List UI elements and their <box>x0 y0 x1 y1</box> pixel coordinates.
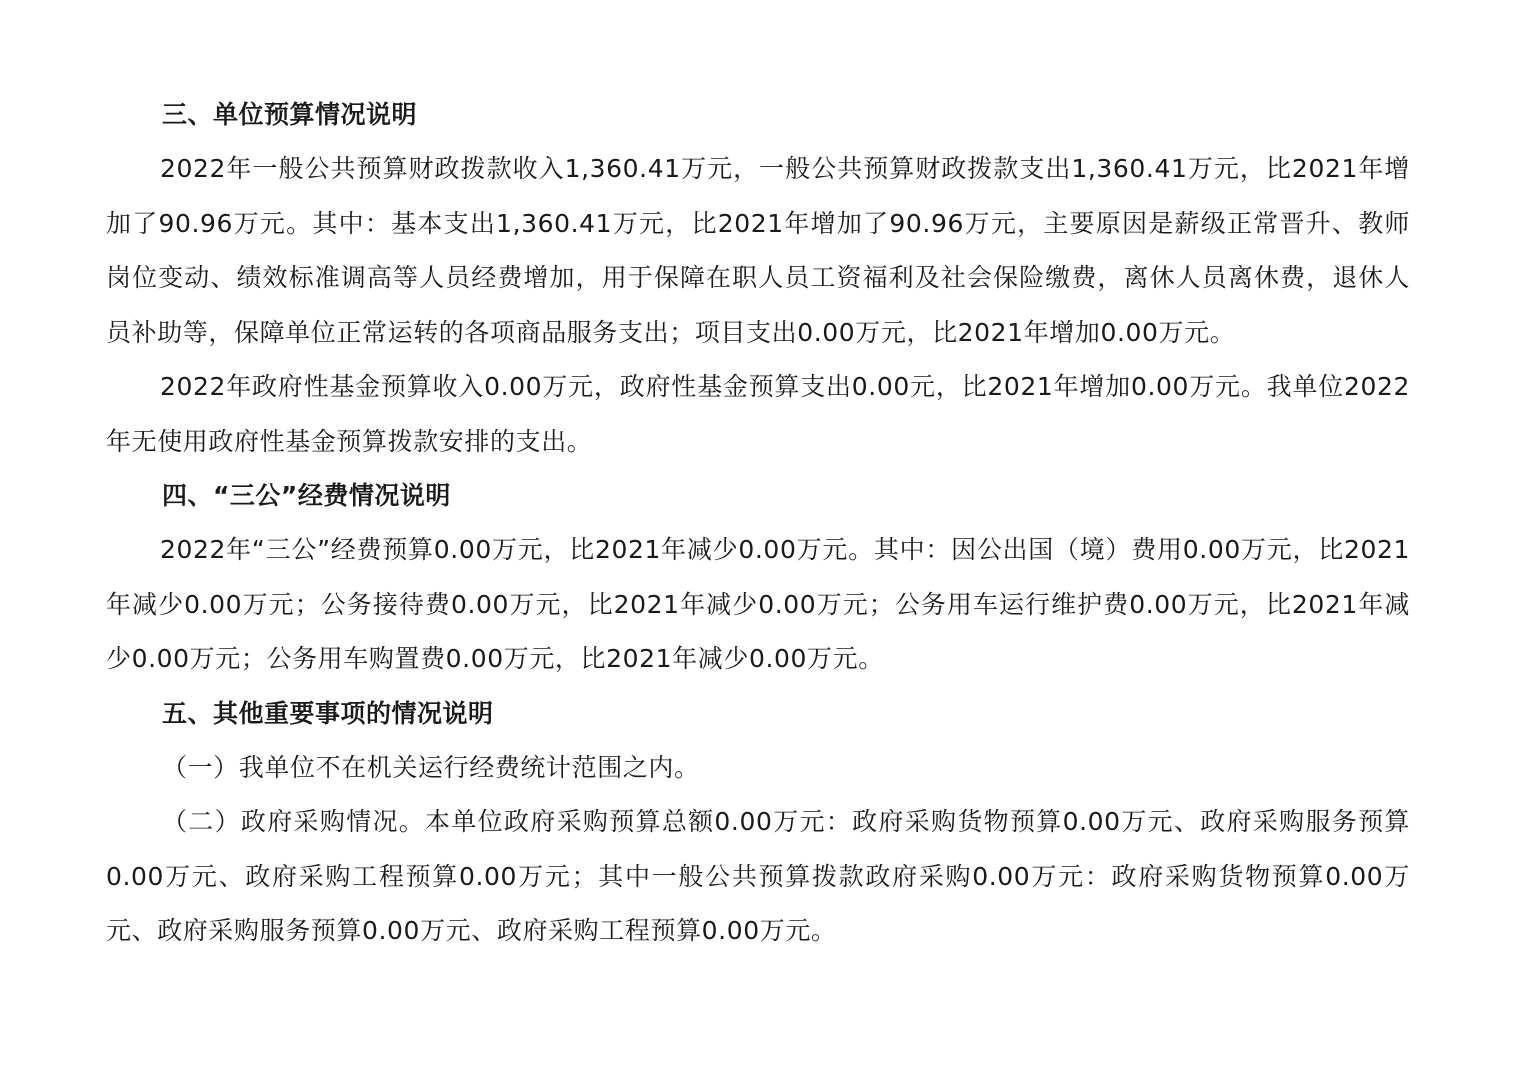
section-4-paragraph-1: 2022年“三公”经费预算0.00万元，比2021年减少0.00万元。其中：因公出国（境）费用0.00万元，比2021年减少0.00万元；公务接待费0.00万元，比2021年减少0.00万元；公务用车运行维护费0.00万元，比2021年减少0.00万元；公务用车购置费0.00万元，比2021年减少0.00万元。 <box>106 535 1410 673</box>
section-5-paragraph-2: （二）政府采购情况。本单位政府采购预算总额0.00万元：政府采购货物预算0.00万元、政府采购服务预算0.00万元、政府采购工程预算0.00万元；其中一般公共预算拨款政府采购0.00万元：政府采购货物预算0.00万元、政府采购服务预算0.00万元、政府采购工程预算0.00万元。 <box>106 807 1410 945</box>
section-3-heading: 三、单位预算情况说明 <box>162 100 418 129</box>
section-3-paragraph-2: 2022年政府性基金预算收入0.00万元，政府性基金预算支出0.00元，比2021年增加0.00万元。我单位2022年无使用政府性基金预算拨款安排的支出。 <box>106 372 1410 456</box>
section-5-heading: 五、其他重要事项的情况说明 <box>162 698 494 728</box>
section-5-paragraph-1: （一）我单位不在机关运行经费统计范围之内。 <box>162 752 700 782</box>
section-3-paragraph-1: 2022年一般公共预算财政拨款收入1,360.41万元，一般公共预算财政拨款支出1,360.41万元，比2021年增加了90.96万元。其中：基本支出1,360.41万元，比2021年增加了90.96万元，主要原因是薪级正常晋升、教师岗位变动、绩效标准调高等人员经费增加，用于保障在职人员工资福利及社会保险缴费，离休人员离休费，退休人员补助等，保障单位正常运转的各项商品服务支出；项目支出0.00万元，比2021年增加0.00万元。 <box>106 154 1410 347</box>
section-4-heading: 四、“三公”经费情况说明 <box>162 481 451 510</box>
